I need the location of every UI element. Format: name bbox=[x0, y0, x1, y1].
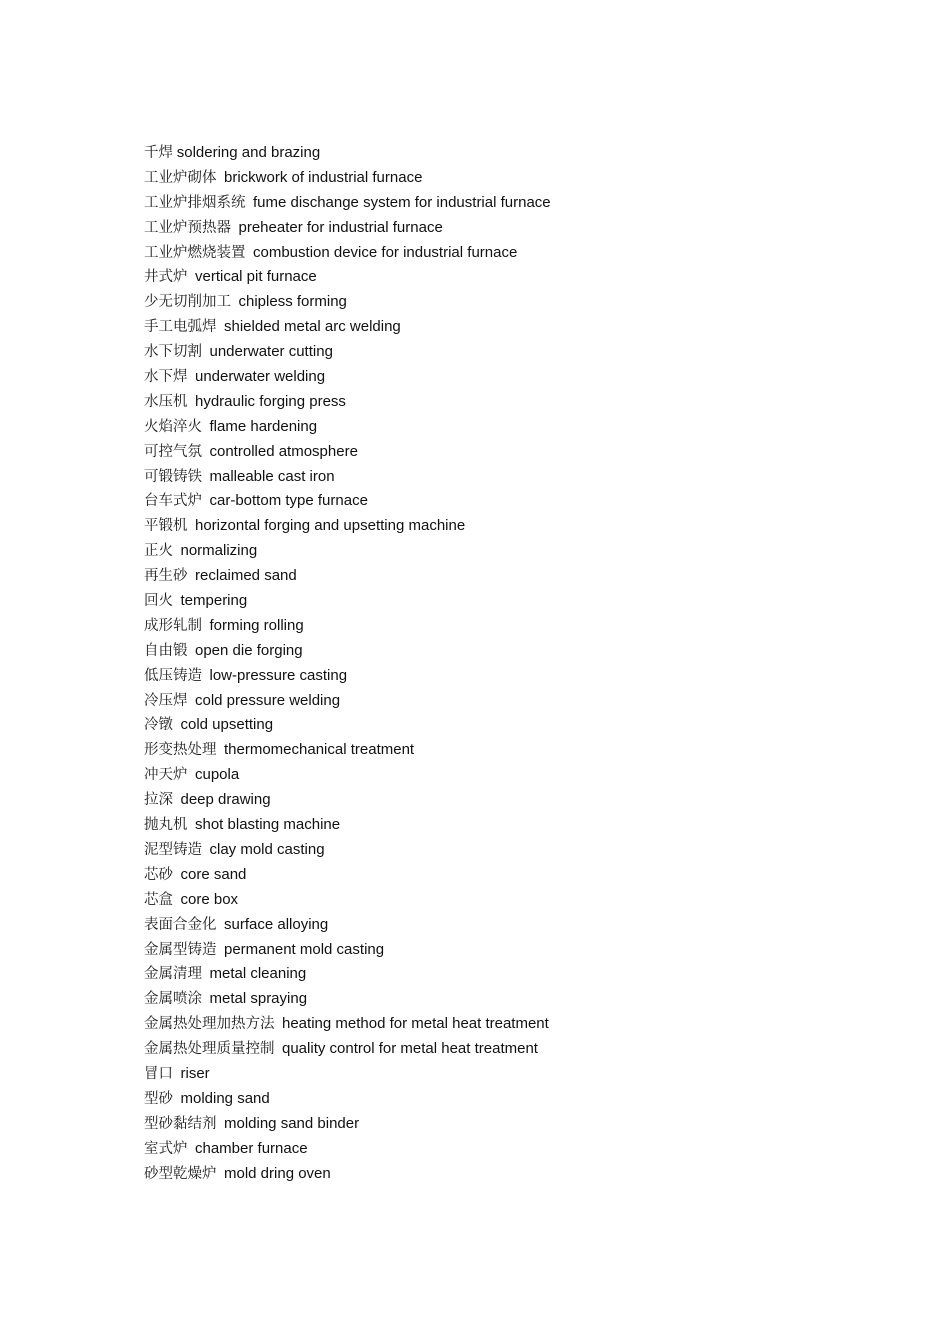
term-separator bbox=[188, 693, 196, 709]
glossary-entry bbox=[144, 788, 864, 813]
english-term: riser bbox=[180, 1064, 210, 1082]
chinese-term: 再生砂 bbox=[144, 568, 188, 585]
chinese-term: 正火 bbox=[144, 543, 173, 560]
glossary-entry bbox=[144, 713, 864, 738]
glossary-entry bbox=[144, 863, 864, 888]
chinese-term: 室式炉 bbox=[144, 1140, 188, 1157]
english-term: heating method for metal heat treatment bbox=[282, 1015, 549, 1033]
glossary-entry bbox=[144, 1137, 864, 1162]
english-term: reclaimed sand bbox=[195, 567, 297, 585]
glossary-entry bbox=[144, 315, 864, 340]
term-separator bbox=[217, 1116, 225, 1132]
chinese-term: 冒口 bbox=[144, 1065, 173, 1082]
english-term: metal spraying bbox=[209, 990, 308, 1008]
term-separator bbox=[188, 518, 196, 534]
english-term: mold dring oven bbox=[224, 1164, 331, 1182]
chinese-term: 金属热处理质量控制 bbox=[144, 1041, 275, 1058]
english-term: horizontal forging and upsetting machine bbox=[195, 517, 466, 535]
term-separator bbox=[275, 1016, 283, 1032]
term-separator bbox=[231, 294, 239, 310]
glossary-entry bbox=[144, 1162, 864, 1187]
glossary-entry bbox=[144, 440, 864, 465]
chinese-term: 平锻机 bbox=[144, 518, 188, 535]
term-separator bbox=[188, 369, 196, 385]
term-separator bbox=[217, 319, 225, 335]
chinese-term: 工业炉砌体 bbox=[144, 169, 217, 186]
glossary-entry bbox=[144, 489, 864, 514]
english-term: chamber furnace bbox=[195, 1139, 308, 1157]
chinese-term: 砂型乾燥炉 bbox=[144, 1165, 217, 1182]
glossary-entry bbox=[144, 1037, 864, 1062]
chinese-term: 可锻铸铁 bbox=[144, 468, 202, 485]
glossary-entry bbox=[144, 1087, 864, 1112]
term-separator bbox=[202, 469, 210, 485]
english-term: fume dischange system for industrial furnace bbox=[253, 193, 551, 211]
term-separator bbox=[173, 1091, 181, 1107]
glossary-entry bbox=[144, 938, 864, 963]
term-separator bbox=[188, 1141, 196, 1157]
chinese-term: 回火 bbox=[144, 593, 173, 610]
chinese-term: 少无切削加工 bbox=[144, 294, 231, 311]
glossary-entry bbox=[144, 614, 864, 639]
english-term: tempering bbox=[180, 592, 248, 610]
term-separator bbox=[202, 493, 210, 509]
chinese-term: 火焰淬火 bbox=[144, 418, 202, 435]
chinese-term: 冷压焊 bbox=[144, 692, 188, 709]
glossary-entry bbox=[144, 639, 864, 664]
english-term: flame hardening bbox=[209, 417, 318, 435]
english-term: permanent mold casting bbox=[224, 940, 385, 958]
glossary-entry bbox=[144, 763, 864, 788]
chinese-term: 水下切割 bbox=[144, 344, 202, 361]
english-term: open die forging bbox=[195, 641, 303, 659]
term-separator bbox=[173, 792, 181, 808]
chinese-term: 抛丸机 bbox=[144, 817, 188, 834]
chinese-term: 金属喷涂 bbox=[144, 991, 202, 1008]
term-separator bbox=[188, 394, 196, 410]
glossary-entry bbox=[144, 913, 864, 938]
chinese-term: 型砂 bbox=[144, 1090, 173, 1107]
term-separator bbox=[246, 245, 254, 261]
term-separator bbox=[217, 942, 225, 958]
english-term: normalizing bbox=[180, 542, 258, 560]
term-separator bbox=[188, 817, 196, 833]
chinese-term: 形变热处理 bbox=[144, 742, 217, 759]
glossary-entry bbox=[144, 290, 864, 315]
term-separator bbox=[202, 344, 210, 360]
glossary-entry bbox=[144, 664, 864, 689]
english-term: clay mold casting bbox=[209, 840, 325, 858]
chinese-term: 低压铸造 bbox=[144, 667, 202, 684]
term-separator bbox=[173, 892, 181, 908]
glossary-entry bbox=[144, 241, 864, 266]
english-term: core box bbox=[180, 890, 239, 908]
chinese-term: 金属热处理加热方法 bbox=[144, 1016, 275, 1033]
term-separator bbox=[202, 668, 210, 684]
term-separator bbox=[188, 767, 196, 783]
glossary-entry bbox=[144, 888, 864, 913]
chinese-term: 成形轧制 bbox=[144, 617, 202, 634]
term-separator bbox=[217, 170, 225, 186]
english-term: cold pressure welding bbox=[195, 691, 341, 709]
chinese-term: 金属型铸造 bbox=[144, 941, 217, 958]
glossary-entry bbox=[144, 265, 864, 290]
glossary-entry bbox=[144, 415, 864, 440]
glossary-entry bbox=[144, 589, 864, 614]
term-separator bbox=[202, 419, 210, 435]
chinese-term: 泥型铸造 bbox=[144, 841, 202, 858]
term-separator bbox=[202, 842, 210, 858]
term-separator bbox=[188, 643, 196, 659]
term-separator bbox=[173, 1066, 181, 1082]
term-separator bbox=[173, 593, 181, 609]
chinese-term: 拉深 bbox=[144, 792, 173, 809]
term-separator bbox=[217, 742, 225, 758]
glossary-entry bbox=[144, 465, 864, 490]
term-separator bbox=[202, 966, 210, 982]
chinese-term: 工业炉燃烧装置 bbox=[144, 244, 246, 261]
glossary-entry bbox=[144, 191, 864, 216]
english-term: underwater cutting bbox=[209, 343, 333, 361]
term-separator bbox=[217, 917, 225, 933]
chinese-term: 表面合金化 bbox=[144, 916, 217, 933]
english-term: hydraulic forging press bbox=[195, 392, 346, 410]
glossary-entry bbox=[144, 365, 864, 390]
chinese-term: 工业炉排烟系统 bbox=[144, 194, 246, 211]
term-separator bbox=[231, 220, 239, 236]
term-separator bbox=[173, 717, 181, 733]
chinese-term: 工业炉预热器 bbox=[144, 219, 231, 236]
glossary-entry bbox=[144, 141, 864, 166]
chinese-term: 水压机 bbox=[144, 393, 188, 410]
chinese-term: 台车式炉 bbox=[144, 493, 202, 510]
chinese-term: 冷镦 bbox=[144, 717, 173, 734]
term-separator bbox=[202, 991, 210, 1007]
english-term: deep drawing bbox=[180, 791, 271, 809]
glossary-entry bbox=[144, 689, 864, 714]
english-term: surface alloying bbox=[224, 915, 329, 933]
english-term: metal cleaning bbox=[209, 965, 307, 983]
chinese-term: 千焊 bbox=[144, 145, 173, 161]
english-term: underwater welding bbox=[195, 368, 326, 386]
glossary-entry bbox=[144, 390, 864, 415]
glossary-entry bbox=[144, 539, 864, 564]
term-separator bbox=[202, 444, 210, 460]
english-term: chipless forming bbox=[238, 293, 347, 311]
glossary-entry bbox=[144, 838, 864, 863]
glossary-entry bbox=[144, 1062, 864, 1087]
glossary-entry bbox=[144, 216, 864, 241]
english-term: cupola bbox=[195, 766, 240, 784]
english-term: thermomechanical treatment bbox=[224, 741, 415, 759]
term-separator bbox=[173, 543, 181, 559]
chinese-term: 芯砂 bbox=[144, 866, 173, 883]
chinese-term: 可控气氛 bbox=[144, 443, 202, 460]
chinese-term: 自由锻 bbox=[144, 642, 188, 659]
glossary-entry bbox=[144, 738, 864, 763]
glossary-entry bbox=[144, 166, 864, 191]
english-term: shielded metal arc welding bbox=[224, 318, 401, 336]
glossary-entry bbox=[144, 962, 864, 987]
chinese-term: 芯盒 bbox=[144, 891, 173, 908]
english-term: soldering and brazing bbox=[176, 144, 321, 161]
english-term: cold upsetting bbox=[180, 716, 274, 734]
english-term: malleable cast iron bbox=[209, 467, 335, 485]
chinese-term: 手工电弧焊 bbox=[144, 319, 217, 336]
english-term: controlled atmosphere bbox=[209, 442, 358, 460]
term-separator bbox=[275, 1041, 283, 1057]
english-term: quality control for metal heat treatment bbox=[282, 1040, 538, 1058]
glossary-entry bbox=[144, 813, 864, 838]
glossary-entry bbox=[144, 987, 864, 1012]
glossary-list bbox=[144, 141, 864, 1186]
chinese-term: 冲天炉 bbox=[144, 767, 188, 784]
english-term: brickwork of industrial furnace bbox=[224, 168, 423, 186]
english-term: shot blasting machine bbox=[195, 816, 341, 834]
chinese-term: 型砂黏结剂 bbox=[144, 1115, 217, 1132]
english-term: preheater for industrial furnace bbox=[238, 218, 443, 236]
english-term: core sand bbox=[180, 865, 247, 883]
term-separator bbox=[217, 1166, 225, 1182]
glossary-entry bbox=[144, 514, 864, 539]
english-term: low-pressure casting bbox=[209, 666, 348, 684]
term-separator bbox=[188, 269, 196, 285]
chinese-term: 水下焊 bbox=[144, 369, 188, 386]
term-separator bbox=[188, 568, 196, 584]
english-term: forming rolling bbox=[209, 616, 304, 634]
term-separator bbox=[173, 867, 181, 883]
term-separator bbox=[202, 618, 210, 634]
glossary-entry bbox=[144, 340, 864, 365]
chinese-term: 井式炉 bbox=[144, 269, 188, 286]
english-term: molding sand binder bbox=[224, 1114, 360, 1132]
term-separator bbox=[246, 195, 254, 211]
english-term: vertical pit furnace bbox=[195, 268, 317, 286]
chinese-term: 金属清理 bbox=[144, 966, 202, 983]
glossary-entry bbox=[144, 564, 864, 589]
glossary-entry bbox=[144, 1012, 864, 1037]
english-term: car-bottom type furnace bbox=[209, 492, 368, 510]
english-term: combustion device for industrial furnace bbox=[253, 243, 518, 261]
glossary-entry bbox=[144, 1112, 864, 1137]
english-term: molding sand bbox=[180, 1089, 270, 1107]
